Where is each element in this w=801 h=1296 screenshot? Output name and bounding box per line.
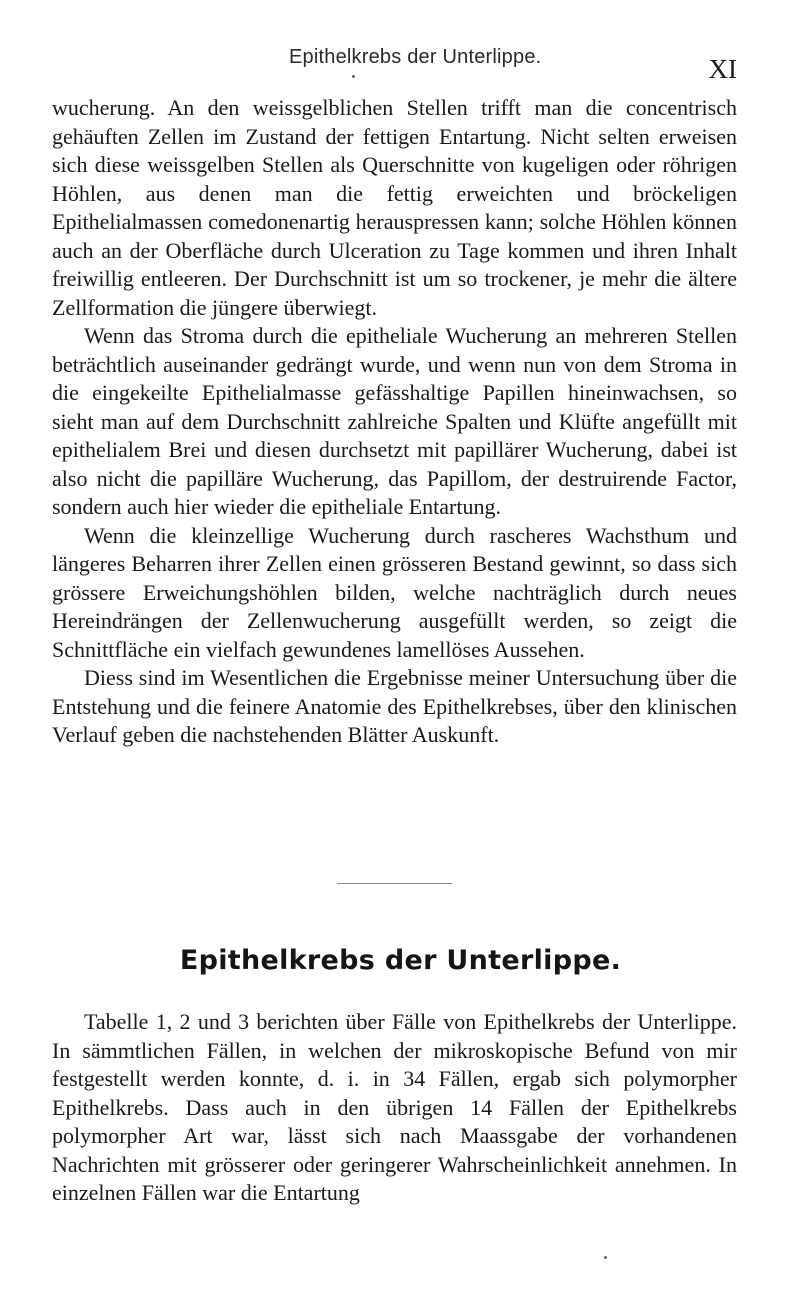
page-number: XI: [708, 54, 737, 84]
paragraph: wucherung. An den weissgelblichen Stellen trifft man die concentrisch gehäuften Zellen im Zustand der fettigen Entartung. Nicht selten erweisen sich diese weissgelben Stellen als Querschnitte von kugeligen oder röhrigen Höhlen, aus denen man die fettig erweichten und bröckeligen Epithelialmassen comedonenartig herauspressen kann; solche Höhlen können auch an der Oberfläche durch Ulceration zu Tage kommen und ihren Inhalt freiwillig entleeren. Der Durchschnitt ist um so trockener, je mehr die ältere Zellformation die jüngere überwiegt.: [52, 95, 737, 320]
print-speck: [352, 75, 355, 78]
paragraph: Wenn die kleinzellige Wucherung durch rascheres Wachsthum und längeres Beharren ihrer Zellen einen grösseren Bestand gewinnt, so dass sich grössere Erweichungshöhlen bilden, welche nachträglich durch neues Hereindrängen der Zellenwucherung ausgefüllt werden, so zeigt die Schnittfläche ein vielfach gewundenes lamellöses Aussehen.: [52, 522, 737, 662]
paragraph: Wenn das Stroma durch die epitheliale Wucherung an mehreren Stellen beträchtlich auseinander gedrängt wurde, und wenn nun von dem Stroma in die eingekeilte Epithelialmasse gefässhaltige Papillen hineinwachsen, so sieht man auf dem Durchschnitt zahlreiche Spalten und Klüfte angefüllt mit epithelialem Brei und diesen durchsetzt mit papillärer Wucherung, dabei ist also nicht die papilläre Wucherung, das Papillom, der destruirende Factor, sondern auch hier wieder die epitheliale Entartung.: [52, 323, 737, 519]
body-text-after-heading: [52, 1008, 737, 1208]
section-heading: Epithelkrebs der Unterlippe.: [179, 945, 622, 976]
paragraph: Tabelle 1, 2 und 3 berichten über Fälle von Epithelkrebs der Unterlippe. In sämmtlichen Fällen, in welchen der mikroskopische Befund von mir festgestellt werden konnte, d. i. in 34 Fällen, ergab sich polymorpher Epithelkrebs. Dass auch in den übrigen 14 Fällen der Epithelkrebs polymorpher Art war, lässt sich nach Maassgabe der vorhandenen Nachrichten mit grösserer oder geringerer Wahrscheinlichkeit annehmen. In einzelnen Fällen war die Entartung: [52, 1009, 737, 1205]
print-speck: [604, 1256, 607, 1259]
running-head: [0, 46, 801, 86]
paragraph: Diess sind im Wesentlichen die Ergebnisse meiner Untersuchung über die Entstehung und die feinere Anatomie des Epithelkrebses, über den klinischen Verlauf geben die nachstehenden Blätter Auskunft.: [52, 665, 737, 747]
running-title: Epithelkrebs der Unterlippe.: [289, 46, 542, 68]
body-text-before-heading: [52, 94, 737, 750]
section-divider: [337, 883, 452, 884]
